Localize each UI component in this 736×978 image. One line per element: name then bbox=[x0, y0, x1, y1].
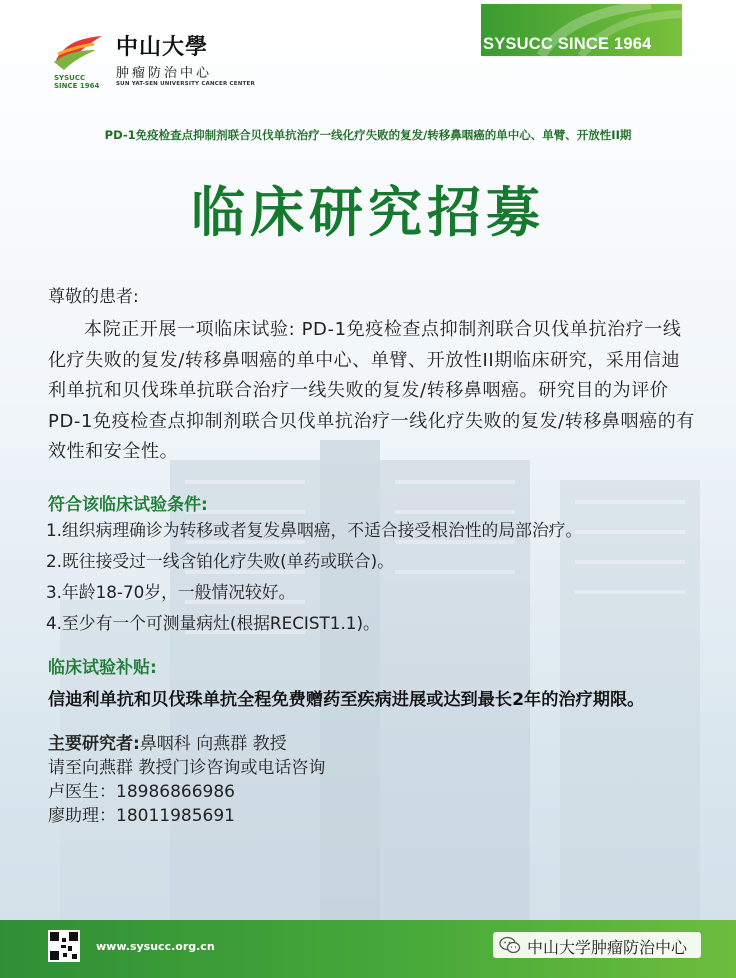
logo-abbreviation bbox=[54, 74, 99, 90]
greeting: 尊敬的患者: bbox=[48, 287, 139, 307]
qr-code-icon[interactable] bbox=[48, 930, 80, 962]
criteria-heading: 符合该临床试验条件: bbox=[48, 494, 208, 515]
sysucc-leaf-icon bbox=[52, 32, 106, 72]
sysucc-logo bbox=[52, 30, 255, 94]
criteria-list bbox=[48, 515, 698, 639]
study-subtitle: PD-1免疫检查点抑制剂联合贝伐单抗治疗一线化疗失败的复发/转移鼻咽癌的单中心、单臂、开放性II期 bbox=[104, 128, 632, 142]
criteria-item: 4.至少有一个可测量病灶(根据RECIST1.1)。 bbox=[46, 612, 380, 633]
assistant-phone: 廖助理：18011985691 bbox=[48, 805, 235, 826]
page-title: 临床研究招募 bbox=[191, 181, 545, 244]
criteria-item: 2.既往接受过一线含铂化疗失败(单药或联合)。 bbox=[46, 550, 394, 571]
criteria-item: 1.组织病理确诊为转移或者复发鼻咽癌，不适合接受根治性的局部治疗。 bbox=[46, 519, 583, 540]
main-content bbox=[48, 282, 698, 828]
subsidy-heading: 临床试验补贴: bbox=[48, 657, 157, 678]
since-banner bbox=[481, 4, 682, 56]
logo-university-name: 中山大學 bbox=[116, 34, 209, 60]
logo-english-name: SUN YAT-SEN UNIVERSITY CANCER CENTER bbox=[116, 81, 255, 87]
logo-since-text: SINCE 1964 bbox=[54, 82, 100, 90]
consult-text: 请至向燕群 教授门诊咨询或电话咨询 bbox=[48, 757, 326, 778]
subsidy-text: 信迪利单抗和贝伐珠单抗全程免费赠药至疾病进展或达到最长2年的治疗期限。 bbox=[48, 689, 645, 710]
pi-label: 主要研究者: bbox=[48, 733, 140, 754]
logo-center-name: 肿瘤防治中心 bbox=[116, 66, 213, 81]
criteria-item: 3.年龄18-70岁，一般情况较好。 bbox=[46, 581, 296, 602]
wechat-account-name: 中山大学肿瘤防治中心 bbox=[527, 938, 688, 957]
banner-text: SYSUCC SINCE 1964 bbox=[483, 35, 652, 53]
intro-paragraph: 本院正开展一项临床试验: PD-1免疫检查点抑制剂联合贝伐单抗治疗一线化疗失败的复发/转移鼻咽癌的单中心、单臂、开放性II期临床研究，采用信迪利单抗和贝伐珠单抗联合治疗一线失败的复发/转移鼻咽癌。研究目的为评价PD-1免疫检查点抑制剂联合贝伐单抗治疗一线化疗失败的复发/转移鼻咽癌的有效性和安全性。 bbox=[48, 319, 695, 462]
footer-bar bbox=[0, 920, 736, 978]
wechat-icon bbox=[499, 936, 521, 954]
wechat-account-badge[interactable] bbox=[493, 932, 701, 958]
website-link[interactable]: www.sysucc.org.cn bbox=[96, 940, 215, 953]
doctor-phone: 卢医生：18986866986 bbox=[48, 781, 235, 802]
principal-investigator bbox=[48, 732, 698, 756]
logo-abbr-text: SYSUCC bbox=[54, 74, 86, 82]
pi-value: 鼻咽科 向燕群 教授 bbox=[139, 733, 287, 754]
